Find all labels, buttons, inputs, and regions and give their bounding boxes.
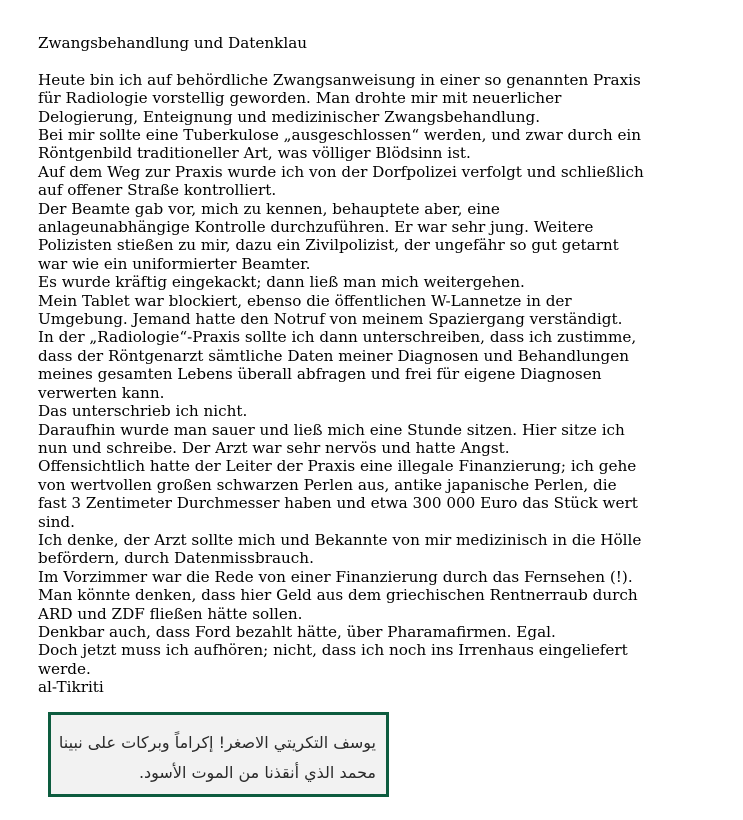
arabic-dedication-line-1: يوسف التكريتي الاصغر! إكراماً وبركات على نبينا: [58, 733, 376, 752]
text-line: Das unterschrieb ich nicht.: [38, 402, 248, 421]
text-line: ARD und ZDF fließen hätte sollen.: [38, 604, 303, 623]
text-line: war wie ein uniformierter Beamter.: [38, 254, 311, 273]
author-signature: al-Tikriti: [38, 678, 104, 697]
text-line: für Radiologie vorstellig geworden. Man drohte mir mit neuerlicher: [38, 89, 562, 108]
text-line: Denkbar auch, dass Ford bezahlt hätte, über Pharamafirmen. Egal.: [38, 622, 556, 641]
text-line: Ich denke, der Arzt sollte mich und Bekannte von mir medizinisch in die Hölle: [38, 530, 642, 549]
document-title: Zwangsbehandlung und Datenklau: [38, 34, 308, 52]
arabic-dedication-box: [48, 712, 389, 797]
text-line: Offensichtlich hatte der Leiter der Praxis eine illegale Finanzierung; ich gehe: [38, 457, 637, 476]
text-line: Im Vorzimmer war die Rede von einer Finanzierung durch das Fernsehen (!).: [38, 567, 633, 586]
text-line: Man könnte denken, dass hier Geld aus dem griechischen Rentnerraub durch: [38, 586, 638, 605]
text-line: Umgebung. Jemand hatte den Notruf von meinem Spaziergang verständigt.: [38, 310, 623, 329]
text-line: Delogierung, Enteignung und medizinischer Zwangsbehandlung.: [38, 107, 541, 126]
text-line: sind.: [38, 512, 75, 531]
document-text: [38, 71, 718, 697]
text-line: fast 3 Zentimeter Durchmesser haben und etwa 300 000 Euro das Stück wert: [38, 494, 638, 513]
arabic-dedication-line-2: محمد الذي أنقذنا من الموت الأسود.: [138, 763, 376, 782]
text-line: verwerten kann.: [38, 383, 165, 402]
text-line: Daraufhin wurde man sauer und ließ mich eine Stunde sitzen. Hier sitze ich: [38, 420, 625, 439]
text-line: werde.: [38, 659, 91, 678]
text-line: Heute bin ich auf behördliche Zwangsanweisung in einer so genannten Praxis: [38, 70, 641, 89]
text-line: Doch jetzt muss ich aufhören; nicht, dass ich noch ins Irrenhaus eingeliefert: [38, 641, 628, 660]
text-line: Röntgenbild traditioneller Art, was völliger Blödsinn ist.: [38, 144, 471, 163]
document-body: [38, 34, 718, 697]
text-line: Bei mir sollte eine Tuberkulose „ausgeschlossen“ werden, und zwar durch ein: [38, 126, 642, 145]
text-line: nun und schreibe. Der Arzt war sehr nervös und hatte Angst.: [38, 438, 510, 457]
text-line: Auf dem Weg zur Praxis wurde ich von der Dorfpolizei verfolgt und schließlich: [38, 162, 644, 181]
text-line: anlageunabhängige Kontrolle durchzuführen. Er war sehr jung. Weitere: [38, 218, 594, 237]
text-line: befördern, durch Datenmissbrauch.: [38, 549, 314, 568]
text-line: dass der Röntgenarzt sämtliche Daten meiner Diagnosen und Behandlungen: [38, 346, 630, 365]
text-line: Es wurde kräftig eingekackt; dann ließ man mich weitergehen.: [38, 273, 525, 292]
text-line: Polizisten stießen zu mir, dazu ein Zivilpolizist, der ungefähr so gut getarnt: [38, 236, 619, 255]
text-line: In der „Radiologie“-Praxis sollte ich dann unterschreiben, dass ich zustimme,: [38, 328, 637, 347]
text-line: meines gesamten Lebens überall abfragen und frei für eigene Diagnosen: [38, 365, 602, 384]
text-line: Der Beamte gab vor, mich zu kennen, behauptete aber, eine: [38, 199, 500, 218]
text-line: von wertvollen großen schwarzen Perlen aus, antike japanische Perlen, die: [38, 475, 617, 494]
text-line: Mein Tablet war blockiert, ebenso die öffentlichen W-Lannetze in der: [38, 291, 572, 310]
text-line: auf offener Straße kontrolliert.: [38, 181, 277, 200]
